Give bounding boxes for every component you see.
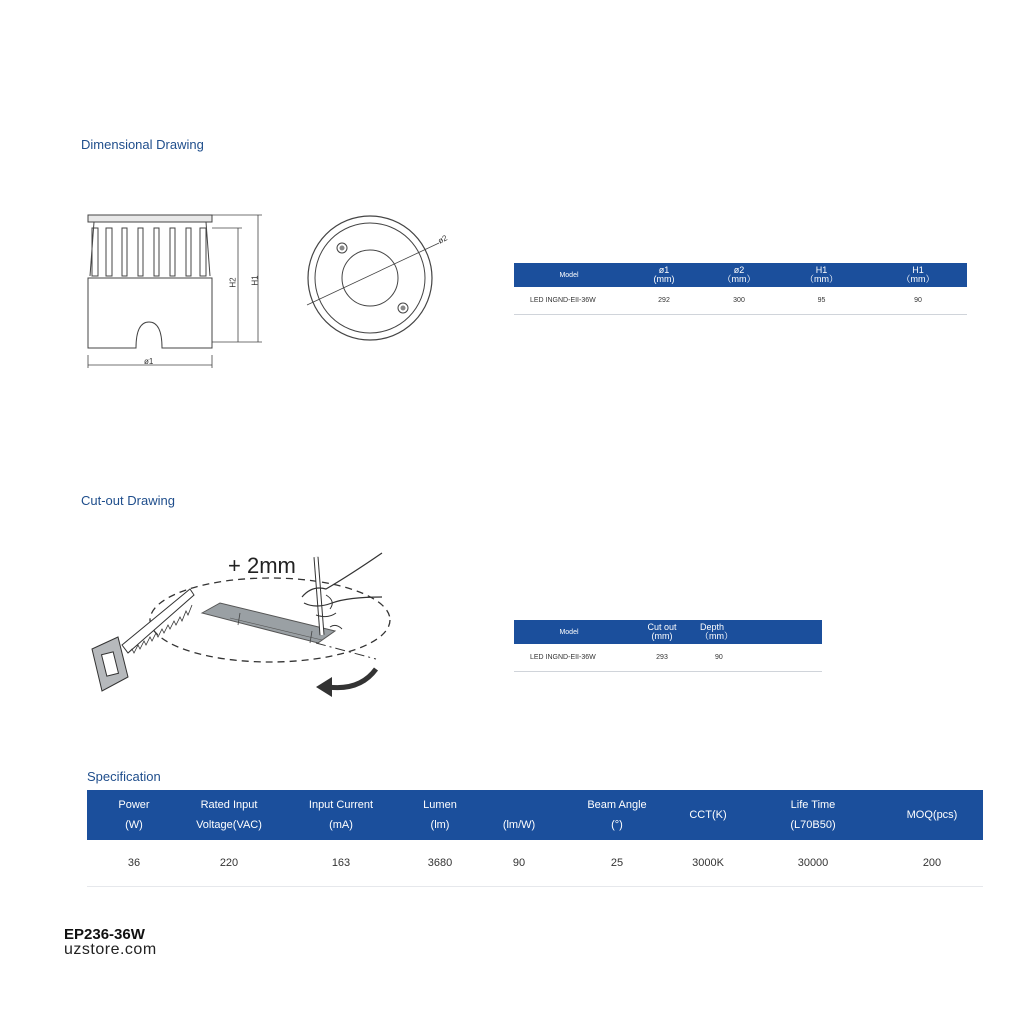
section-title-dimensional: Dimensional Drawing xyxy=(81,137,204,152)
side-view-drawing xyxy=(80,210,270,370)
dim-header-h1b: H1 （mm） xyxy=(869,263,967,287)
spec-header-current: Input Current (mA) xyxy=(277,790,405,840)
dimension-table xyxy=(514,263,967,315)
table-row xyxy=(514,644,822,672)
spec-cell-lumen: 3680 xyxy=(405,840,475,887)
spec-header-lifetime: Life Time (L70B50) xyxy=(745,790,881,840)
cut-header-depth: Depth （mm） xyxy=(700,620,822,644)
label-d1: ø1 xyxy=(144,357,154,366)
cut-cell-model: LED INGND-EII-36W xyxy=(514,644,624,672)
spec-cell-cct: 3000K xyxy=(671,840,745,887)
spec-header-efficacy: (lm/W) xyxy=(475,790,563,840)
cut-cell-cutout: 293 xyxy=(624,644,700,672)
spec-cell-current: 163 xyxy=(277,840,405,887)
spec-header-voltage: Rated Input Voltage(VAC) xyxy=(181,790,277,840)
section-title-cutout: Cut-out Drawing xyxy=(81,493,175,508)
dim-cell-d2: 300 xyxy=(704,287,774,315)
table-row xyxy=(87,840,983,887)
tolerance-label: + 2mm xyxy=(228,553,296,578)
spec-header-power: Power (W) xyxy=(87,790,181,840)
cut-cell-depth: 90 xyxy=(700,644,822,672)
label-d2: ø2 xyxy=(436,233,449,246)
dim-cell-model: LED INGND-EII-36W xyxy=(514,287,624,315)
label-h2: H2 xyxy=(228,277,238,288)
spec-cell-voltage: 220 xyxy=(181,840,277,887)
dim-header-d2: ø2 （mm） xyxy=(704,263,774,287)
dim-cell-h1: 95 xyxy=(774,287,869,315)
dim-header-d1: ø1 (mm) xyxy=(624,263,704,287)
spec-cell-moq: 200 xyxy=(881,840,983,887)
dim-header-h1: H1 （mm） xyxy=(774,263,869,287)
cut-header-cutout: Cut out (mm) xyxy=(624,620,700,644)
cut-header-model: Model xyxy=(514,620,624,644)
dim-header-model: Model xyxy=(514,263,624,287)
section-title-specification: Specification xyxy=(87,769,161,784)
dimension-table-header xyxy=(514,263,967,287)
spec-cell-lifetime: 30000 xyxy=(745,840,881,887)
dim-cell-h1b: 90 xyxy=(869,287,967,315)
product-code: EP236-36W xyxy=(64,926,145,943)
dim-cell-d1: 292 xyxy=(624,287,704,315)
spec-cell-power: 36 xyxy=(87,840,181,887)
site-name: uzstore.com xyxy=(64,941,157,958)
top-view-drawing xyxy=(305,213,445,353)
spec-header-moq: MOQ(pcs) xyxy=(881,790,983,840)
cutout-table xyxy=(514,620,822,672)
spec-header-cct: CCT(K) xyxy=(671,790,745,840)
spec-header-lumen: Lumen (lm) xyxy=(405,790,475,840)
spec-header-beam: Beam Angle (°) xyxy=(563,790,671,840)
table-row xyxy=(514,287,967,315)
spec-table xyxy=(87,790,983,887)
spec-table-header xyxy=(87,790,983,840)
spec-cell-beam: 25 xyxy=(563,840,671,887)
label-h1: H1 xyxy=(250,275,260,286)
cutout-table-header xyxy=(514,620,822,644)
spec-cell-efficacy: 90 xyxy=(475,840,563,887)
